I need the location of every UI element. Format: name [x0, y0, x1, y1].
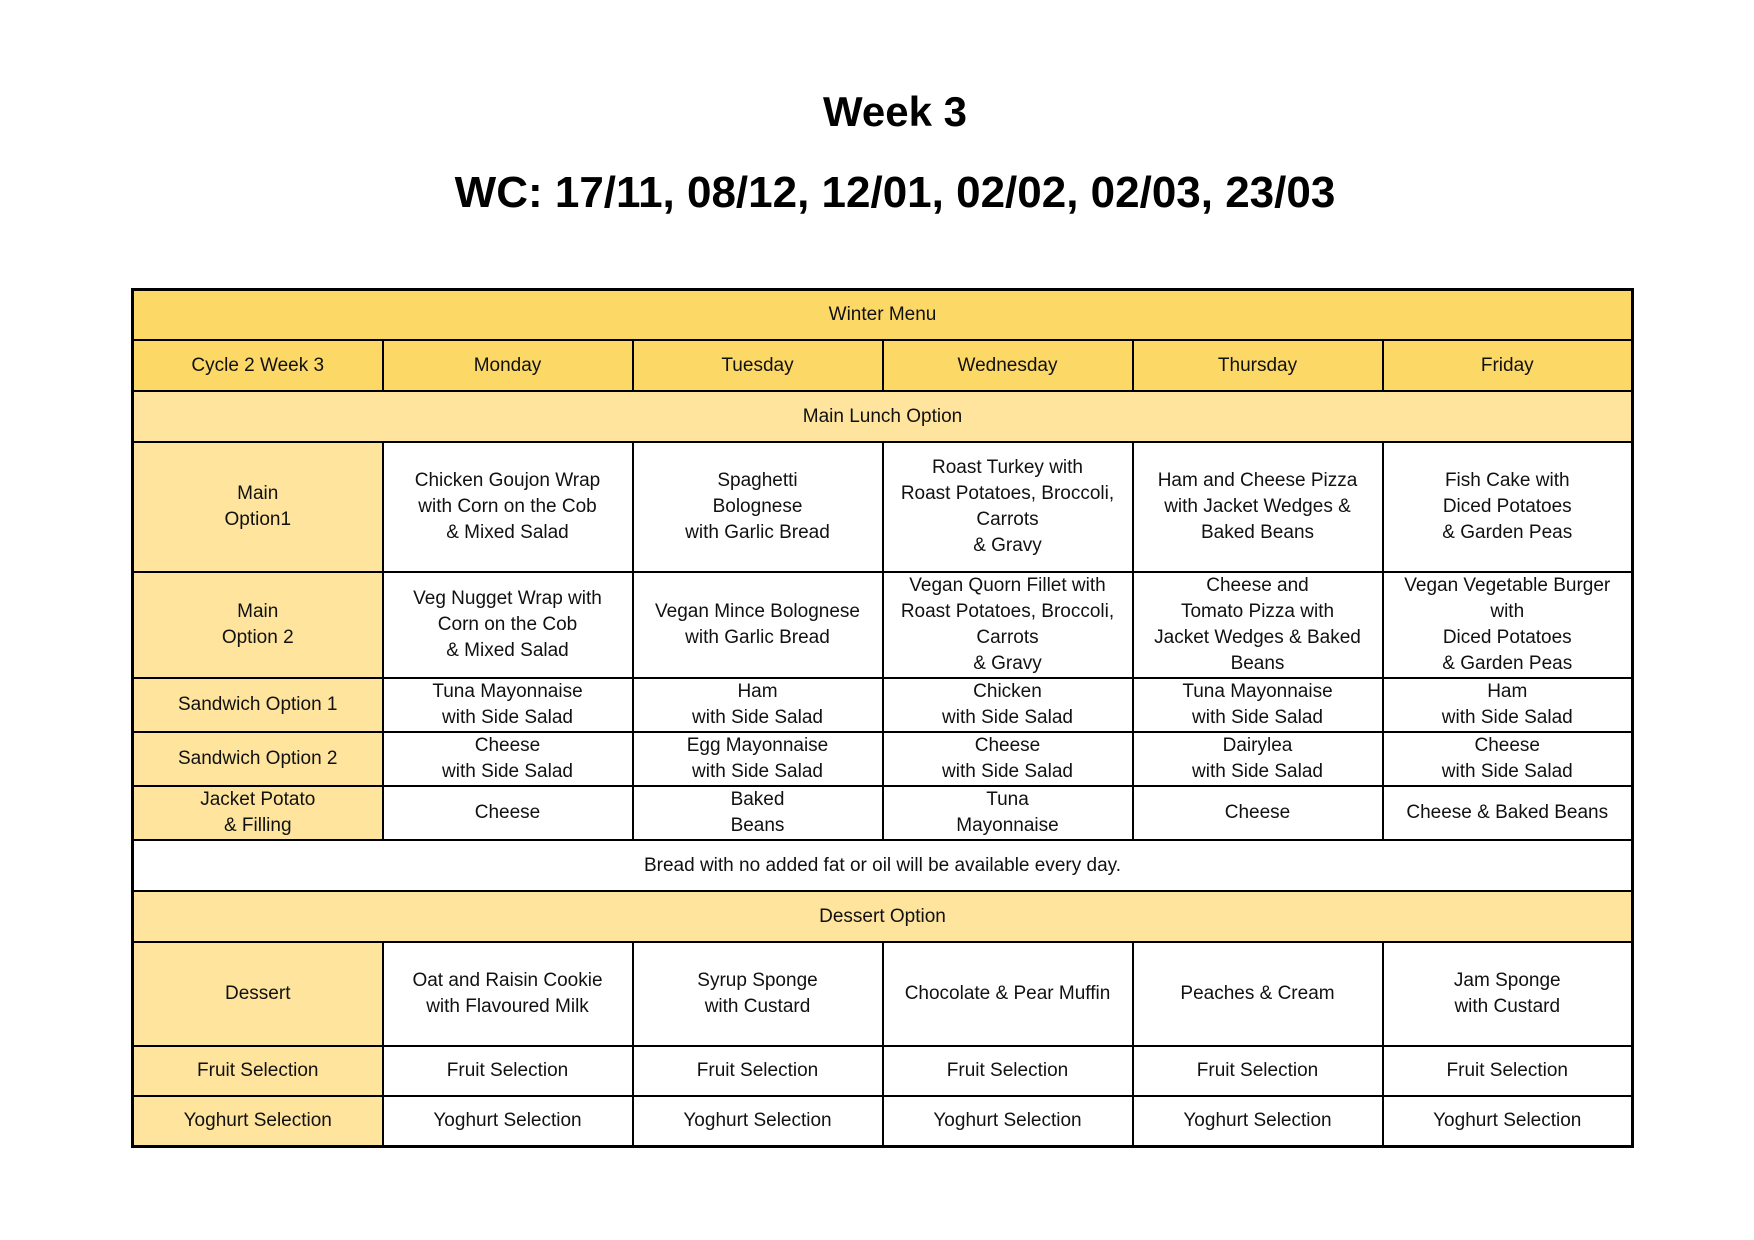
menu-cell: Fish Cake with Diced Potatoes & Garden Peas [1383, 442, 1633, 572]
row-label: Fruit Selection [133, 1046, 383, 1096]
menu-cell: Spaghetti Bolognese with Garlic Bread [633, 442, 883, 572]
page-title: Week 3 [823, 88, 967, 135]
menu-cell: Baked Beans [633, 786, 883, 840]
table-row [133, 678, 1633, 732]
table-row [133, 942, 1633, 1046]
menu-cell: Jam Sponge with Custard [1383, 942, 1633, 1046]
row-label: Sandwich Option 1 [133, 678, 383, 732]
menu-cell: Veg Nugget Wrap with Corn on the Cob & Mixed Salad [383, 572, 633, 678]
menu-cell: Syrup Sponge with Custard [633, 942, 883, 1046]
menu-cell: Cheese with Side Salad [883, 732, 1133, 786]
menu-cell: Dairylea with Side Salad [1133, 732, 1383, 786]
menu-cell: Vegan Mince Bolognese with Garlic Bread [633, 572, 883, 678]
cycle-label: Cycle 2 Week 3 [133, 340, 383, 391]
menu-cell: Cheese [383, 786, 633, 840]
menu-title: Winter Menu [133, 290, 1633, 341]
menu-cell: Cheese with Side Salad [1383, 732, 1633, 786]
table-row [133, 732, 1633, 786]
menu-cell: Ham with Side Salad [633, 678, 883, 732]
menu-cell: Cheese and Tomato Pizza with Jacket Wedges & Baked Beans [1133, 572, 1383, 678]
menu-cell: Fruit Selection [633, 1046, 883, 1096]
menu-cell: Tuna Mayonnaise with Side Salad [1133, 678, 1383, 732]
table-row [133, 1046, 1633, 1096]
menu-cell: Ham and Cheese Pizza with Jacket Wedges & Baked Beans [1133, 442, 1383, 572]
menu-cell: Chicken Goujon Wrap with Corn on the Cob & Mixed Salad [383, 442, 633, 572]
table-row [133, 442, 1633, 572]
menu-cell: Yoghurt Selection [633, 1096, 883, 1146]
day-header: Tuesday [633, 340, 883, 391]
week-commencing-dates: WC: 17/11, 08/12, 12/01, 02/02, 02/03, 23/03 [454, 168, 1336, 217]
day-header: Friday [1383, 340, 1633, 391]
menu-cell: Tuna Mayonnaise with Side Salad [383, 678, 633, 732]
menu-cell: Ham with Side Salad [1383, 678, 1633, 732]
menu-cell: Roast Turkey with Roast Potatoes, Broccoli, Carrots & Gravy [883, 442, 1133, 572]
menu-cell: Vegan Quorn Fillet with Roast Potatoes, Broccoli, Carrots & Gravy [883, 572, 1133, 678]
table-row [133, 786, 1633, 840]
row-label: Dessert [133, 942, 383, 1046]
row-label: Jacket Potato & Filling [133, 786, 383, 840]
day-header: Thursday [1133, 340, 1383, 391]
menu-cell: Tuna Mayonnaise [883, 786, 1133, 840]
menu-cell: Cheese [1133, 786, 1383, 840]
bread-note: Bread with no added fat or oil will be available every day. [133, 840, 1633, 891]
menu-cell: Cheese with Side Salad [383, 732, 633, 786]
row-label: Sandwich Option 2 [133, 732, 383, 786]
table-row [133, 1096, 1633, 1146]
dessert-section-label: Dessert Option [133, 891, 1633, 942]
menu-cell: Yoghurt Selection [1383, 1096, 1633, 1146]
menu-cell: Yoghurt Selection [883, 1096, 1133, 1146]
menu-cell: Cheese & Baked Beans [1383, 786, 1633, 840]
menu-cell: Oat and Raisin Cookie with Flavoured Milk [383, 942, 633, 1046]
menu-cell: Vegan Vegetable Burger with Diced Potatoes & Garden Peas [1383, 572, 1633, 678]
row-label: Main Option 2 [133, 572, 383, 678]
row-label: Yoghurt Selection [133, 1096, 383, 1146]
winter-menu-table [131, 288, 1634, 1148]
day-header: Wednesday [883, 340, 1133, 391]
row-label: Main Option1 [133, 442, 383, 572]
main-lunch-section-label: Main Lunch Option [133, 391, 1633, 442]
menu-cell: Yoghurt Selection [383, 1096, 633, 1146]
menu-cell: Egg Mayonnaise with Side Salad [633, 732, 883, 786]
menu-cell: Chocolate & Pear Muffin [883, 942, 1133, 1046]
menu-cell: Fruit Selection [883, 1046, 1133, 1096]
menu-cell: Fruit Selection [1133, 1046, 1383, 1096]
menu-cell: Fruit Selection [1383, 1046, 1633, 1096]
menu-cell: Yoghurt Selection [1133, 1096, 1383, 1146]
menu-cell: Chicken with Side Salad [883, 678, 1133, 732]
table-row [133, 572, 1633, 678]
menu-cell: Fruit Selection [383, 1046, 633, 1096]
day-header: Monday [383, 340, 633, 391]
menu-cell: Peaches & Cream [1133, 942, 1383, 1046]
